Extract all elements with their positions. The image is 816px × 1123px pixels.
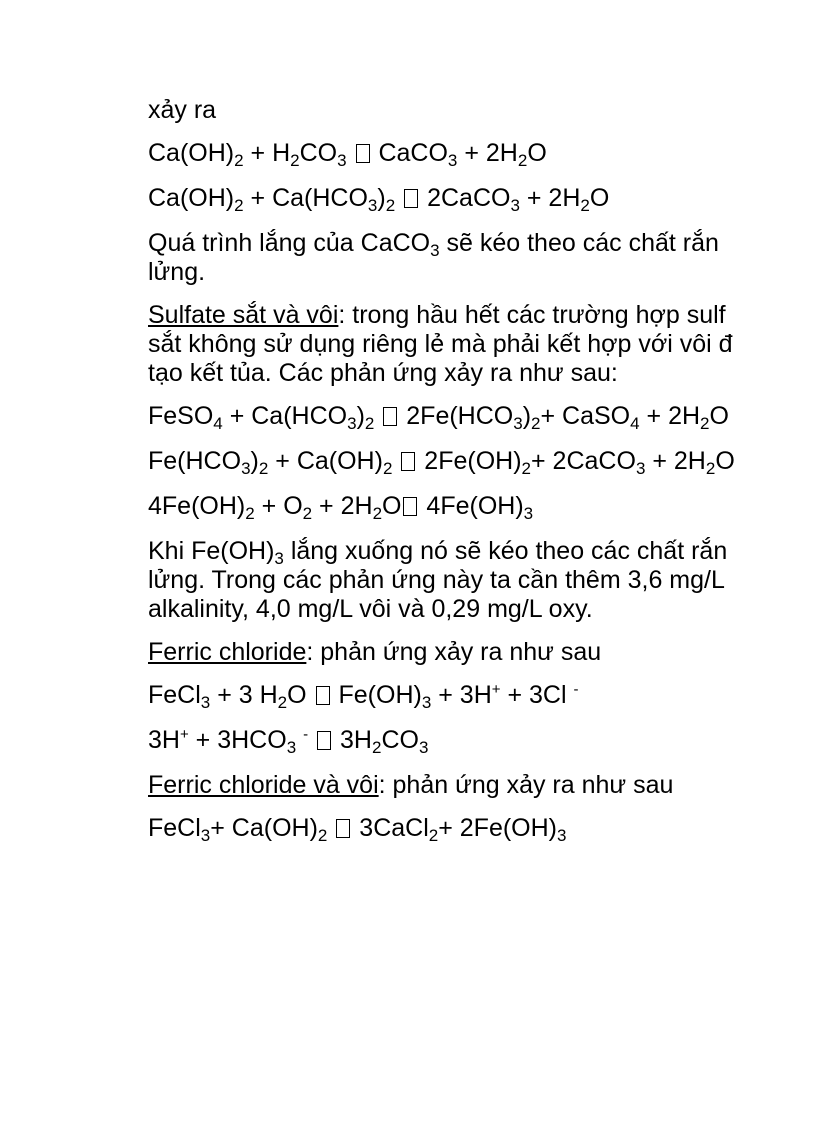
reaction-arrow-icon bbox=[356, 144, 370, 163]
paragraph-sulfate-iron-lime: Sulfate sắt và vôi: trong hầu hết các trường hợp sulf sắt không sử dụng riêng lẻ mà phải kết hợp với vôi đ tạo kết tủa. Các phản ứng xảy ra như sau: bbox=[148, 301, 733, 387]
reaction-arrow-icon bbox=[383, 407, 397, 426]
reaction-arrow-icon bbox=[401, 452, 415, 471]
section-heading: Sulfate sắt và vôi bbox=[148, 301, 339, 329]
paragraph-feoh3-settling: Khi $Fe(OH)_3$ lắng xuống nó sẽ kéo theo các chất rắn lửng. Trong các phản ứng này ta cần thêm 3,6 mg/L alkalinity, 4,0 mg/L vôi và 0,29 mg/L oxy. bbox=[148, 537, 728, 623]
equation-2: $Ca(OH)_2 + Ca(HCO_3)_2$ 2CaCO$_3$ + $2H_2O$ bbox=[148, 184, 610, 213]
section-heading: Ferric chloride và vôi bbox=[148, 771, 379, 799]
document-page bbox=[148, 96, 816, 859]
reaction-arrow-icon bbox=[336, 819, 350, 838]
section-heading: Ferric chloride bbox=[148, 638, 307, 666]
paragraph-ferric-chloride-lime: Ferric chloride và vôi: phản ứng xảy ra như sau bbox=[148, 771, 674, 799]
equation-7: $3H^+ + 3HCO_3$ - $3H_2CO_3$ bbox=[148, 726, 429, 755]
reaction-arrow-icon bbox=[403, 497, 417, 516]
reaction-arrow-icon bbox=[404, 189, 418, 208]
equation-1: $Ca(OH)_2 + H_2CO_3$ CaCO$_3$ + $2H_2O$ bbox=[148, 139, 547, 168]
paragraph-caco3-settling: Quá trình lắng của CaCO$_3$ sẽ kéo theo các chất rắn lửng. bbox=[148, 229, 719, 286]
equation-6: FeCl$_3$ + 3 $H_2O$ $Fe(OH)_3 + 3H^+ + 3Cl$ - bbox=[148, 681, 579, 710]
reaction-arrow-icon bbox=[316, 686, 330, 705]
equation-8: FeCl$_3$+ $Ca(OH)_2$ 3CaCl$_2$+ $2Fe(OH)_3$ bbox=[148, 814, 567, 843]
equation-3: FeSO$_4$ + $Ca(HCO_3)_2$ $2Fe(HCO_3)_2+$ CaSO$_4$ + $2H_2O$ bbox=[148, 402, 729, 431]
equation-4: $Fe(HCO_3)_2 + Ca(OH)_2$ $2Fe(OH)_2+$ 2CaCO$_3$ + $2H_2O$ bbox=[148, 447, 735, 476]
reaction-arrow-icon bbox=[317, 731, 331, 750]
continuation-text: xảy ra bbox=[148, 96, 217, 124]
paragraph-ferric-chloride: Ferric chloride: phản ứng xảy ra như sau bbox=[148, 638, 602, 666]
equation-5: $4Fe(OH)_2 + O_2 + 2H_2O$ $4Fe(OH)_3$ bbox=[148, 492, 534, 521]
